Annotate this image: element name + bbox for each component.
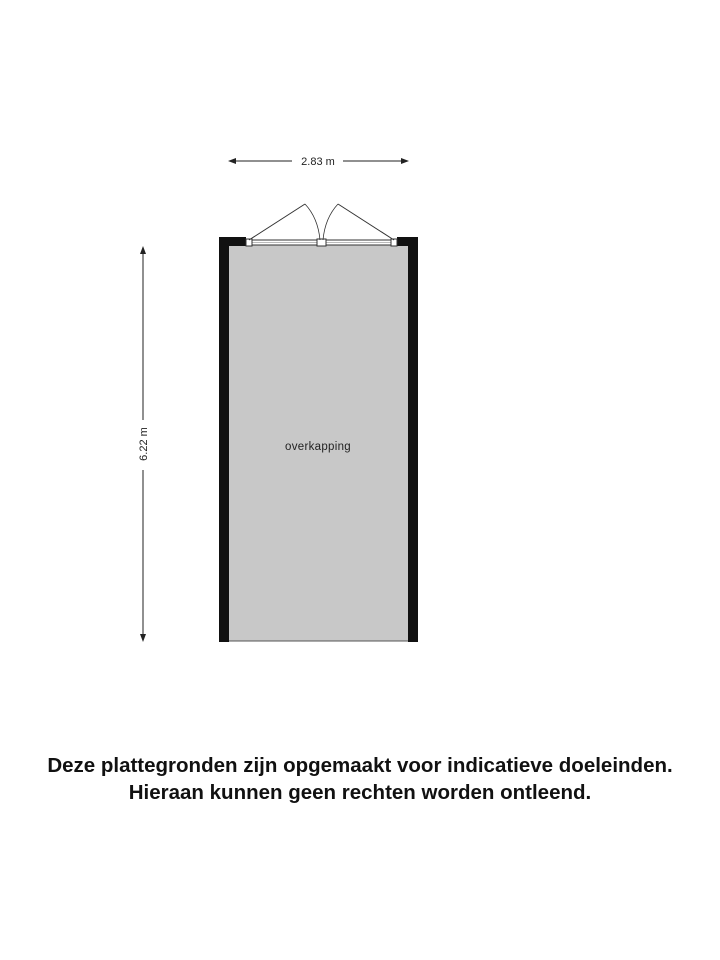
left-wall [219, 237, 229, 642]
double-door [246, 204, 397, 246]
top-left-wall-stub [219, 237, 246, 246]
width-dimension [228, 156, 409, 168]
length-arrow-top [140, 246, 146, 254]
width-arrow-right [401, 158, 409, 164]
door-post-right [391, 239, 397, 246]
length-dimension [138, 246, 150, 642]
width-dimension-label: 2.83 m [301, 156, 335, 168]
disclaimer-line-1: Deze plattegronden zijn opgemaakt voor indicatieve doeleinden. [47, 754, 673, 777]
door-post-center [317, 239, 326, 246]
door-swing-right [323, 204, 338, 240]
top-right-wall-stub [397, 237, 418, 246]
door-leaf-right [338, 204, 394, 240]
length-arrow-bottom [140, 634, 146, 642]
door-swing-left [305, 204, 320, 240]
length-dimension-label: 6.22 m [138, 427, 150, 461]
disclaimer-line-2: Hieraan kunnen geen rechten worden ontleend. [128, 781, 592, 804]
door-leaf-left [249, 204, 305, 240]
room-label: overkapping [285, 441, 351, 453]
right-wall [408, 237, 418, 642]
width-arrow-left [228, 158, 236, 164]
door-post-left [246, 239, 252, 246]
